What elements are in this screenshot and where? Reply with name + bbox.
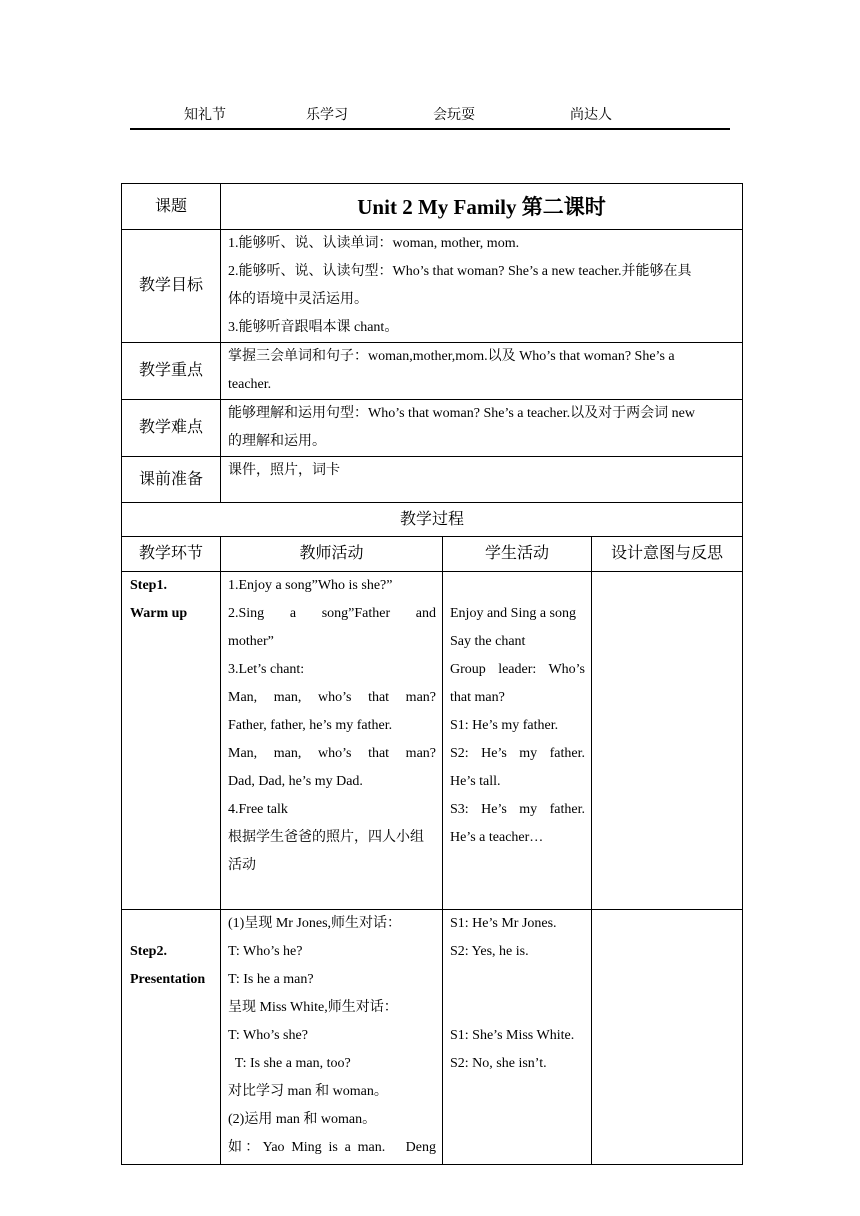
teacher-line: Man, man, who’s that man? (228, 690, 436, 705)
student-line: S2: He’s my father. (450, 746, 585, 761)
step1-student (443, 572, 592, 910)
column-header: 设计意图与反思 (592, 537, 743, 572)
step1-row (122, 572, 743, 910)
teacher-line: 对比学习 man 和 woman。 (228, 1084, 388, 1099)
step1-reflection (592, 572, 743, 910)
teacher-line: T: Is she a man, too? (228, 1056, 351, 1071)
difficulty-content (221, 400, 743, 457)
goal-line: 1.能够听、说、认读单词：woman, mother, mom. (228, 236, 520, 251)
student-line: He’s tall. (450, 774, 501, 789)
teacher-line: 2.Sing a song”Father and (228, 606, 436, 621)
step-name-line: Step2. (130, 944, 167, 959)
prep-row (122, 457, 743, 503)
teacher-line: T: Who’s she? (228, 1028, 308, 1043)
step-name-line (130, 910, 220, 938)
header-item: 会玩耍 (433, 108, 475, 123)
topic-row (122, 184, 743, 230)
key-label: 教学重点 (122, 343, 221, 400)
teacher-line: (2)运用 man 和 woman。 (228, 1112, 377, 1127)
student-line (450, 572, 585, 600)
step1-name (122, 572, 221, 910)
prep-content: 课件，照片，词卡 (221, 457, 743, 503)
step2-row (122, 910, 743, 1165)
difficulty-label: 教学难点 (122, 400, 221, 457)
student-line: S3: He’s my father. (450, 802, 585, 817)
topic-title: Unit 2 My Family 第二课时 (221, 184, 743, 230)
teacher-line: 3.Let’s chant: (228, 662, 305, 677)
difficulty-line: 能够理解和运用句型：Who’s that woman? She’s a teacher.以及对于两会词 new (228, 406, 695, 421)
goals-row (122, 230, 743, 343)
teacher-line: 根据学生爸爸的照片，四人小组 (228, 830, 424, 845)
student-line: He’s a teacher… (450, 830, 544, 845)
topic-label: 课题 (122, 184, 221, 230)
student-line: S1: He’s my father. (450, 718, 559, 733)
page-header (130, 106, 730, 130)
step2-teacher (221, 910, 443, 1165)
teacher-line: T: Who’s he? (228, 944, 303, 959)
key-content (221, 343, 743, 400)
teacher-line: Man, man, who’s that man? (228, 746, 436, 761)
key-row (122, 343, 743, 400)
step2-name (122, 910, 221, 1165)
difficulty-line: 的理解和运用。 (228, 434, 326, 449)
difficulty-row (122, 400, 743, 457)
teacher-line: T: Is he a man? (228, 972, 314, 987)
student-line: that man? (450, 690, 505, 705)
student-line: S2: Yes, he is. (450, 944, 529, 959)
step-name-line: Warm up (130, 606, 188, 621)
column-header-row (122, 537, 743, 572)
student-line (450, 966, 585, 994)
goals-content (221, 230, 743, 343)
step-name-line: Presentation (130, 972, 206, 987)
student-line: S2: No, she isn’t. (450, 1056, 547, 1071)
teacher-line: 呈现 Miss White,师生对话： (228, 1000, 398, 1015)
process-title-row (122, 503, 743, 537)
step2-reflection (592, 910, 743, 1165)
column-header: 教学环节 (122, 537, 221, 572)
teacher-line: Dad, Dad, he’s my Dad. (228, 774, 363, 789)
header-item: 知礼节 (184, 108, 226, 123)
goal-line: 3.能够听音跟唱本课 chant。 (228, 320, 399, 335)
student-line: Group leader: Who’s (450, 662, 585, 677)
lesson-plan-table (121, 183, 743, 1165)
student-line: Say the chant (450, 634, 526, 649)
header-item: 尚达人 (570, 108, 612, 123)
key-line: teacher. (228, 377, 272, 392)
goals-label: 教学目标 (122, 230, 221, 343)
goal-line: 2.能够听、说、认读句型：Who’s that woman? She’s a new teacher.并能够在具 (228, 264, 692, 279)
step-name-line: Step1. (130, 578, 167, 593)
goal-line: 体的语境中灵活运用。 (228, 292, 368, 307)
student-line (450, 994, 585, 1022)
key-line: 掌握三会单词和句子：woman,mother,mom.以及 Who’s that woman? She’s a (228, 349, 675, 364)
column-header: 教师活动 (221, 537, 443, 572)
column-header: 学生活动 (443, 537, 592, 572)
header-item: 乐学习 (306, 108, 348, 123)
student-line: S1: She’s Miss White. (450, 1028, 575, 1043)
process-title: 教学过程 (122, 503, 743, 537)
prep-label: 课前准备 (122, 457, 221, 503)
step2-student (443, 910, 592, 1165)
teacher-line: (1)呈现 Mr Jones,师生对话： (228, 916, 402, 931)
teacher-line: 如：Yao Ming is a man. Deng (228, 1140, 436, 1155)
student-line: S1: He’s Mr Jones. (450, 916, 557, 931)
teacher-line: 4.Free talk (228, 802, 288, 817)
teacher-line: mother” (228, 634, 274, 649)
teacher-line: 活动 (228, 858, 256, 873)
step1-teacher (221, 572, 443, 910)
student-line: Enjoy and Sing a song (450, 606, 576, 621)
teacher-line: Father, father, he’s my father. (228, 718, 393, 733)
teacher-line: 1.Enjoy a song”Who is she?” (228, 578, 393, 593)
